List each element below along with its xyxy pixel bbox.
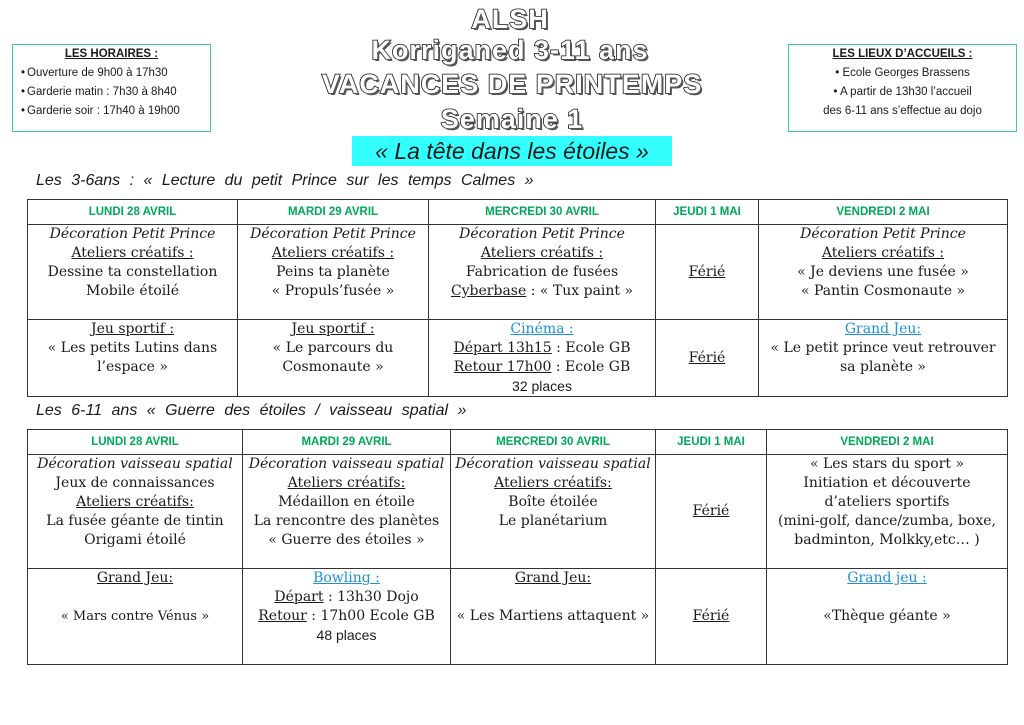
cell-vendredi-afternoon: Grand Jeu: « Le petit prince veut retrouver sa planète » [759, 320, 1008, 397]
cell-mardi-morning: Décoration vaisseau spatial Ateliers créatifs: Médaillon en étoile La rencontre des planètes « Guerre des étoiles » [243, 455, 451, 569]
title-korriganed: Korriganed 3-11 ans [371, 35, 649, 65]
schedule-3-6ans-table [27, 199, 1008, 397]
horaires-item: • Ouverture de 9h00 à 17h30 [21, 64, 210, 83]
header-vendredi: VENDREDI 2 MAI [759, 200, 1008, 225]
title-semaine: Semaine 1 [440, 104, 584, 134]
header-vendredi: VENDREDI 2 MAI [767, 430, 1008, 455]
header-jeudi: JEUDI 1 MAI [656, 430, 767, 455]
cell-mercredi-morning: Décoration Petit Prince Ateliers créatifs : Fabrication de fusées Cyberbase : « Tux paint » [429, 225, 656, 320]
lieux-line: des 6-11 ans s’effectue au dojo [823, 105, 982, 117]
cell-lundi-afternoon: Jeu sportif : « Les petits Lutins dans l’espace » [28, 320, 238, 397]
cell-mercredi-afternoon: Cinéma : Départ 13h15 : Ecole GB Retour 17h00 : Ecole GB 32 places [429, 320, 656, 397]
header-mercredi: MERCREDI 30 AVRIL [429, 200, 656, 225]
cell-mardi-morning: Décoration Petit Prince Ateliers créatifs : Peins ta planète « Propuls’fusée » [238, 225, 429, 320]
cell-lundi-afternoon: Grand Jeu: « Mars contre Vénus » [28, 569, 243, 665]
lieux-line: • A partir de 13h30 l’accueil [833, 86, 972, 98]
header-mardi: MARDI 29 AVRIL [243, 430, 451, 455]
lieux-title: LES LIEUX D’ACCUEILS : [832, 48, 973, 60]
header-jeudi: JEUDI 1 MAI [656, 200, 759, 225]
cell-mercredi-afternoon: Grand Jeu: « Les Martiens attaquent » [451, 569, 656, 665]
lieux-line: • Ecole Georges Brassens [835, 67, 970, 79]
cell-jeudi-afternoon: Férié [656, 569, 767, 665]
cell-vendredi-afternoon: Grand jeu : «Thèque géante » [767, 569, 1008, 665]
table-row-afternoon [28, 569, 1008, 665]
table-row-afternoon [28, 320, 1008, 397]
title-alsh: ALSH [471, 4, 549, 34]
table-row-morning [28, 455, 1008, 569]
header-lundi: LUNDI 28 AVRIL [28, 200, 238, 225]
section-6-11ans-label: Les 6-11 ans « Guerre des étoiles / vaisseau spatial » [36, 402, 467, 419]
header-mardi: MARDI 29 AVRIL [238, 200, 429, 225]
cell-lundi-morning: Décoration vaisseau spatial Jeux de connaissances Ateliers créatifs: La fusée géante de tintin Origami étoilé [28, 455, 243, 569]
horaires-title: LES HORAIRES : [64, 48, 159, 60]
cell-mercredi-morning: Décoration vaisseau spatial Ateliers créatifs: Boîte étoilée Le planétarium [451, 455, 656, 569]
title-vacances: VACANCES DE PRINTEMPS [321, 69, 703, 99]
header-lundi: LUNDI 28 AVRIL [28, 430, 243, 455]
schedule-6-11ans-table [27, 429, 1008, 665]
horaires-item: • Garderie matin : 7h30 à 8h40 [21, 83, 210, 102]
section-3-6ans-label: Les 3-6ans : « Lecture du petit Prince sur les temps Calmes » [36, 172, 534, 189]
table-header-row [28, 430, 1008, 455]
cell-lundi-morning: Décoration Petit Prince Ateliers créatifs : Dessine ta constellation Mobile étoilé [28, 225, 238, 320]
cell-jeudi-morning: Férié [656, 455, 767, 569]
cell-mardi-afternoon: Jeu sportif : « Le parcours du Cosmonaute » [238, 320, 429, 397]
cell-vendredi-morning: Décoration Petit Prince Ateliers créatifs : « Je deviens une fusée » « Pantin Cosmonaute » [759, 225, 1008, 320]
table-row-morning [28, 225, 1008, 320]
table-header-row [28, 200, 1008, 225]
header-mercredi: MERCREDI 30 AVRIL [451, 430, 656, 455]
cell-jeudi-morning: Férié [656, 225, 759, 320]
horaires-item: • Garderie soir : 17h40 à 19h00 [21, 102, 210, 121]
cell-jeudi-afternoon: Férié [656, 320, 759, 397]
cell-vendredi-morning: « Les stars du sport » Initiation et découverte d’ateliers sportifs (mini-golf, dance/zumba, boxe, badminton, Molkky,etc… ) [767, 455, 1008, 569]
theme-banner: « La tête dans les étoiles » [352, 136, 672, 166]
cell-mardi-afternoon: Bowling : Départ : 13h30 Dojo Retour : 17h00 Ecole GB 48 places [243, 569, 451, 665]
